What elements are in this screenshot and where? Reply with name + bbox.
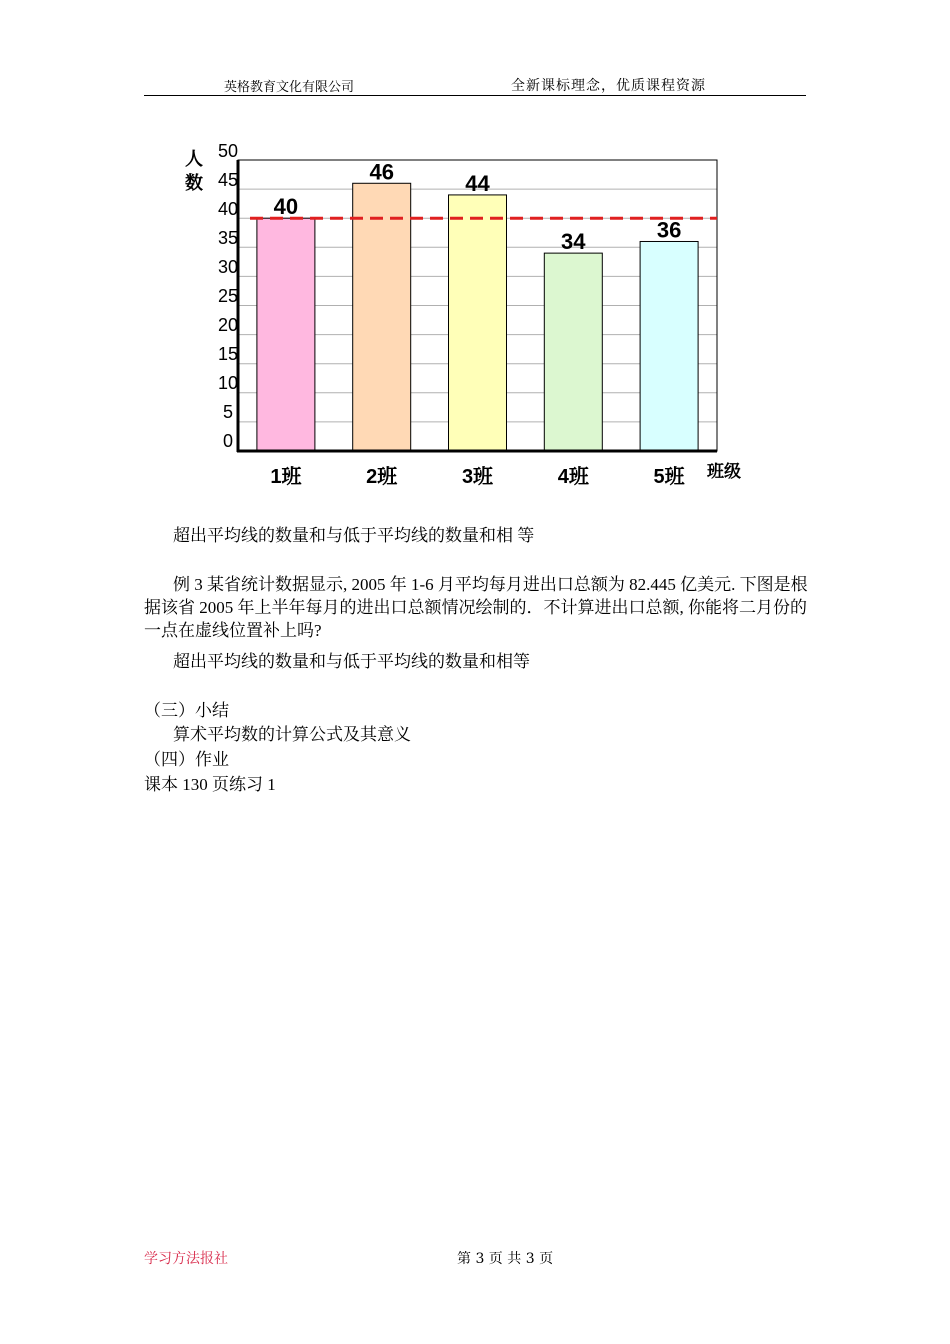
bar-chart [0, 0, 950, 500]
x-tick-label: 1班 [270, 466, 302, 488]
y-tick-label: 35 [217, 228, 239, 248]
section-4-title: （四）作业 [144, 750, 229, 769]
header-company: 英格教育文化有限公司 [224, 80, 355, 95]
chart-x-tick-labels [270, 465, 685, 488]
bar [640, 241, 698, 451]
paragraph-example-3-text: 例 3 某省统计数据显示, 2005 年 1-6 月平均每月进出口总额为 82.445 亿美元. 下图是根据该省 2005 年上半年每月的进出口总额情况绘制的．不计算进出口总额, 你能将二月份的一点在虚线位置补上吗? [144, 575, 808, 640]
data-label: 40 [273, 194, 299, 220]
y-tick-label: 50 [217, 141, 239, 161]
y-tick-label: 20 [217, 315, 239, 335]
y-axis-label-char-1: 人 [185, 149, 203, 169]
section-3-title: （三）小结 [144, 701, 229, 720]
y-tick-label: 25 [217, 286, 239, 306]
x-tick-label: 5班 [653, 466, 685, 488]
y-tick-label: 40 [217, 199, 239, 219]
data-label: 44 [465, 170, 490, 196]
footer-publisher: 学习方法报社 [144, 1251, 228, 1267]
bar [257, 218, 315, 451]
y-tick-label: 30 [217, 257, 239, 277]
data-label: 34 [561, 229, 586, 255]
y-tick-label: 5 [222, 402, 234, 422]
bar [353, 183, 411, 451]
y-tick-label: 45 [217, 170, 239, 190]
footer-page-number: 第 3 页 共 3 页 [457, 1251, 554, 1267]
y-tick-label: 10 [217, 373, 239, 393]
y-tick-label: 15 [217, 344, 239, 364]
section-4-text: 课本 130 页练习 1 [144, 775, 276, 794]
chart-bars [257, 183, 698, 451]
bar [544, 253, 602, 451]
paragraph-example-3 [144, 573, 808, 642]
y-tick-label: 0 [222, 431, 234, 451]
header-slogan: 全新课标理念，优质课程资源 [511, 78, 706, 94]
paragraph-3: 超出平均线的数量和与低于平均线的数量和相等 [173, 652, 530, 671]
x-tick-label: 2班 [366, 466, 398, 488]
x-tick-label: 4班 [557, 466, 589, 488]
paragraph-1: 超出平均线的数量和与低于平均线的数量和相 等 [173, 526, 535, 545]
y-axis-label-char-2: 数 [185, 173, 203, 193]
section-3-text: 算术平均数的计算公式及其意义 [173, 725, 411, 744]
data-label: 36 [656, 217, 682, 243]
data-label: 46 [369, 159, 394, 185]
chart-y-tick-labels [218, 141, 238, 451]
bar [449, 195, 507, 451]
x-axis-label: 班级 [707, 462, 741, 481]
x-tick-label: 3班 [461, 466, 494, 488]
